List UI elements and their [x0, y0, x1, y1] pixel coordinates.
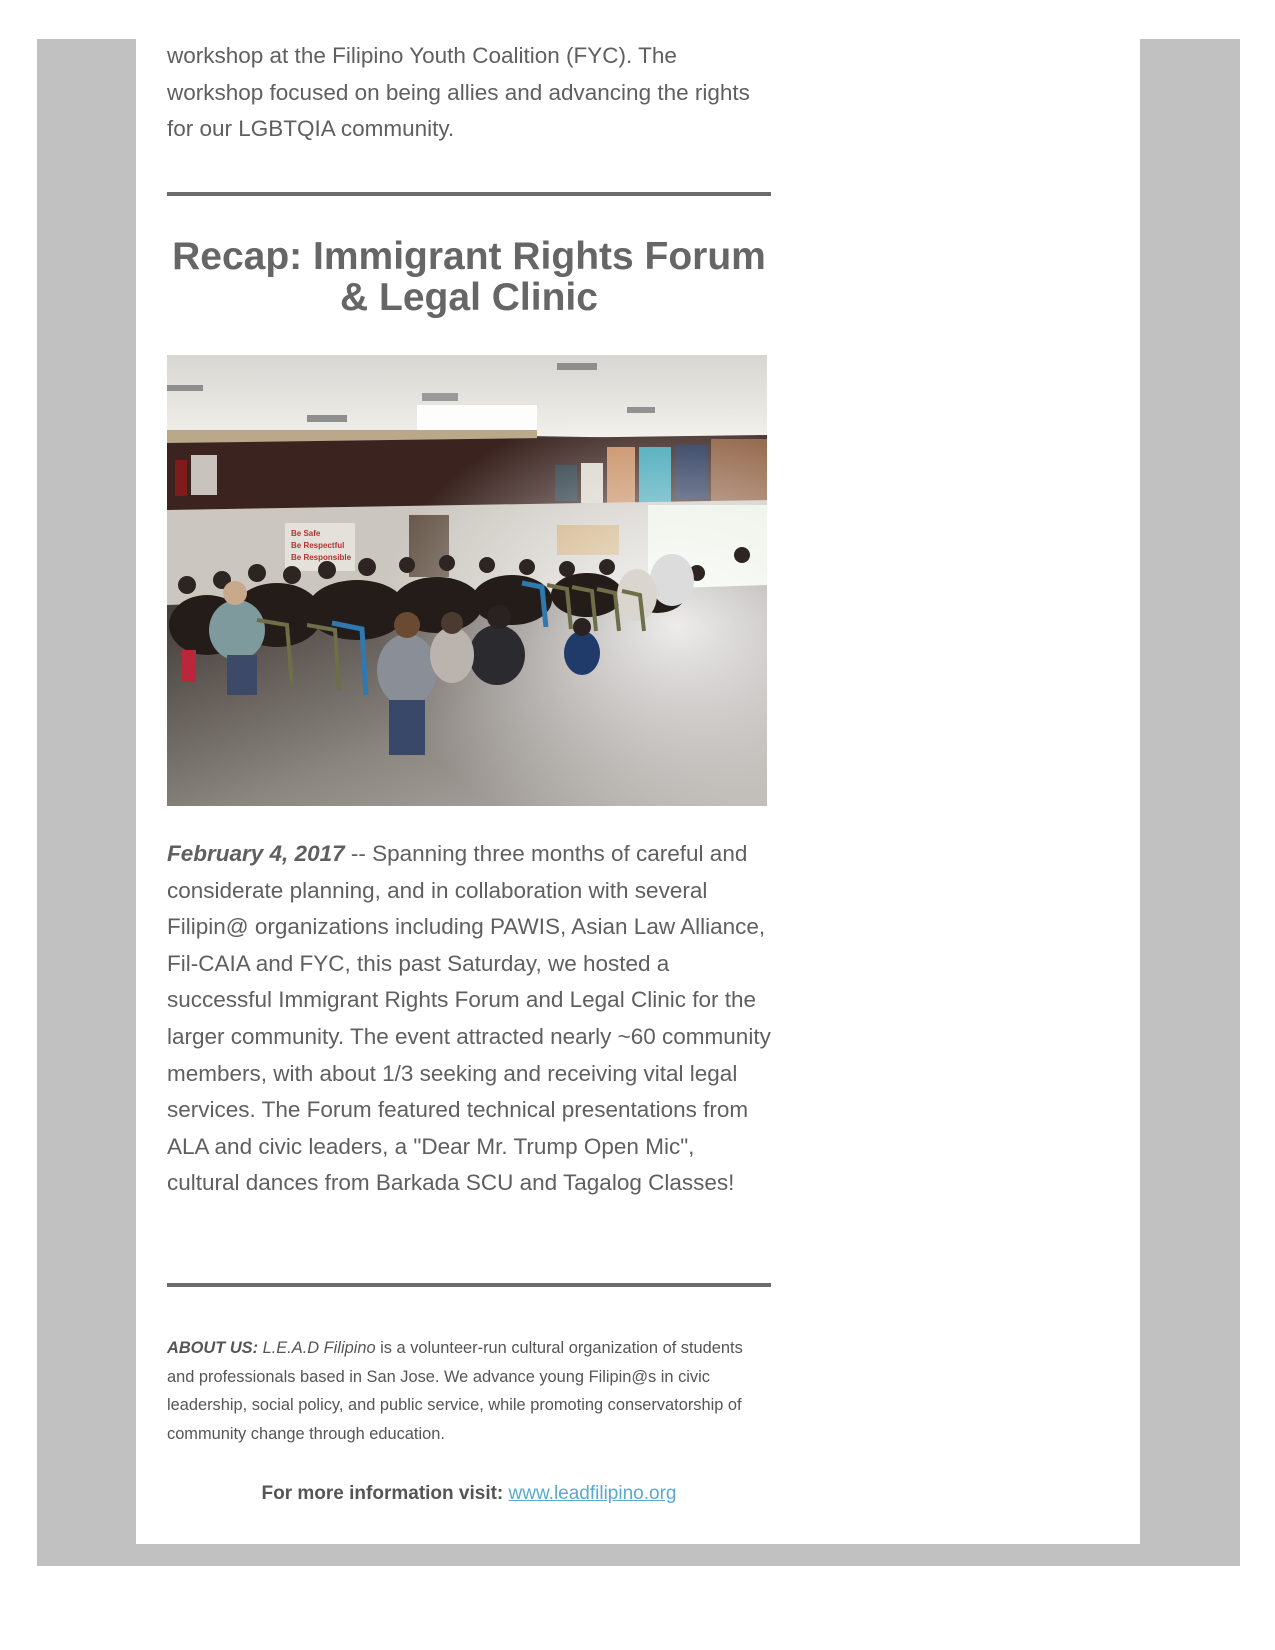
more-info-line: [167, 1481, 771, 1507]
article-body-text: -- Spanning three months of careful and considerate planning, and in collaboration with several Filipin@ organizations including PAWIS, Asian Law Alliance, Fil-CAIA and FYC, this past Saturday, we hosted a successful Immigrant Rights Forum and Legal Clinic for the larger community. The event attracted nearly ~60 community members, with about 1/3 seeking and receiving vital legal services. The Forum featured technical presentations from ALA and civic leaders, a "Dear Mr. Trump Open Mic", cultural dances from Barkada SCU and Tagalog Classes!: [167, 841, 771, 1196]
about-us-paragraph: [167, 1334, 771, 1448]
section-divider: [167, 192, 771, 196]
article-date: February 4, 2017: [167, 841, 345, 866]
section-divider: [167, 1283, 771, 1287]
more-info-label: For more information visit:: [261, 1483, 504, 1504]
event-photo: [167, 355, 767, 806]
about-us-label: ABOUT US:: [167, 1339, 259, 1357]
article-heading: Recap: Immigrant Rights Forum & Legal Clinic: [172, 235, 766, 319]
intro-paragraph: workshop at the Filipino Youth Coalition (FYC). The workshop focused on being allies and advancing the rights for our LGBTQIA community.: [167, 43, 750, 141]
article-body: [167, 836, 771, 1202]
website-link[interactable]: www.leadfilipino.org: [508, 1483, 677, 1504]
organization-name: L.E.A.D Filipino: [262, 1339, 376, 1357]
about-us-text: is a volunteer-run cultural organization of students and professionals based in San Jose. We advance young Filipin@s in civic leadership, social policy, and public service, while promoting conservatorship of community change through education.: [167, 1339, 743, 1443]
